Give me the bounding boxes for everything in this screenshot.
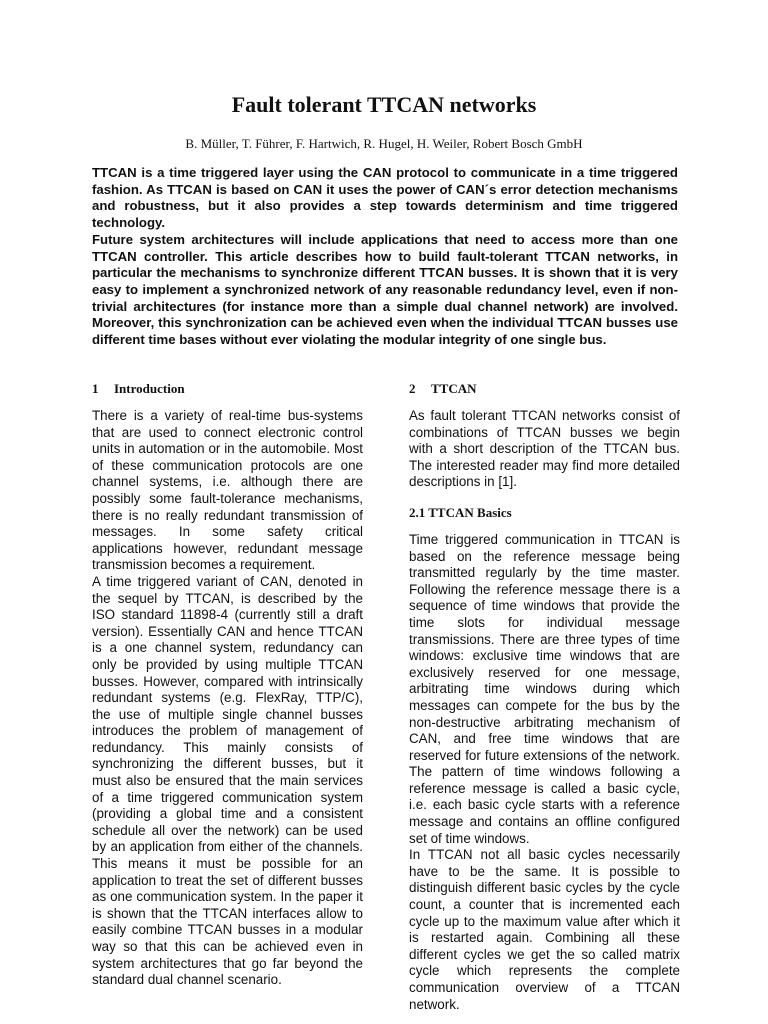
body-paragraph: There is a variety of real-time bus-systems that are used to connect electronic control units in automation or in the automobile. Most of these communication protocols are one channel systems, i.e. although there are possibly some fault-tolerance mechanisms, there is no really redundant transmission of messages. In some safety critical applications however, redundant message transmission becomes a requirement.	[92, 408, 363, 573]
paper-title: Fault tolerant TTCAN networks	[231, 92, 537, 117]
body-paragraph: As fault tolerant TTCAN networks consist of combinations of TTCAN busses we begin with a short description of the TTCAN bus. The interested reader may find more detailed descriptions in [1].	[409, 408, 680, 490]
section-heading-ttcan	[409, 381, 680, 397]
section-title: TTCAN	[431, 381, 477, 396]
right-column	[409, 377, 680, 1013]
abstract-paragraph: TTCAN is a time triggered layer using the CAN protocol to communicate in a time triggered fashion. As TTCAN is based on CAN it uses the power of CAN´s error detection mechanisms and robustness, but it also provides a step towards determinism and time triggered technology.	[92, 165, 678, 231]
body-paragraph: A time triggered variant of CAN, denoted in the sequel by TTCAN, is described by the ISO standard 11898-4 (currently still a draft version). Essentially CAN and hence TTCAN is a one channel system, redundancy can only be provided by using multiple TTCAN busses. However, compared with intrinsically redundant systems (e.g. FlexRay, TTP/C), the use of multiple single channel busses introduces the problem of management of redundancy. This mainly consists of synchronizing the different busses, but it must also be ensured that the main services of a time triggered communication system (providing a global time and a consistent schedule all over the network) can be used by an application from either of the channels. This means it must be possible for an application to treat the set of different busses as one communication system. In the paper it is shown that the TTCAN interfaces allow to easily combine TTCAN busses in a modular way so that this can be achieved even in system architectures that go far beyond the standard dual channel scenario.	[92, 573, 363, 988]
abstract-paragraph: Future system architectures will include applications that need to access more than one TTCAN controller. This article describes how to build fault-tolerant TTCAN networks, in particular the mechanisms to synchronize different TTCAN busses. It is shown that it is very easy to implement a synchronized network of any reasonable redundancy level, even if non-trivial architectures (for instance more than a simple dual channel network) are involved. Moreover, this synchronization can be achieved even when the individual TTCAN busses use different time bases without ever violating the modular integrity of one single bus.	[92, 231, 678, 348]
body-paragraph: In TTCAN not all basic cycles necessarily have to be the same. It is possible to distinguish different basic cycles by the cycle count, a counter that is incremented each cycle up to the maximum value after which it is restarted again. Combining all these different cycles we get the so called matrix cycle which represents the complete communication overview of a TTCAN network.	[409, 847, 680, 1012]
author-list: B. Müller, T. Führer, F. Hartwich, R. Hugel, H. Weiler, Robert Bosch GmbH	[185, 136, 583, 151]
section-title: Introduction	[114, 381, 185, 396]
section-number: 2	[409, 381, 416, 396]
left-column	[92, 377, 363, 989]
subsection-heading-ttcan-basics: 2.1 TTCAN Basics	[409, 504, 512, 520]
section-heading-introduction	[92, 381, 363, 397]
abstract	[92, 165, 678, 349]
section-number: 1	[92, 381, 99, 396]
body-paragraph: Time triggered communication in TTCAN is based on the reference message being transmitted regularly by the time master. Following the reference message there is a sequence of time windows that provide the time slots for individual message transmissions. There are three types of time windows: exclusive time windows that are exclusively reserved for one message, arbitrating time windows during which messages can compete for the bus by the non-destructive arbitrating mechanism of CAN, and free time windows that are reserved for future extensions of the network. The pattern of time windows following a reference message is called a basic cycle, i.e. each basic cycle starts with a reference message and contains an offline configured set of time windows.	[409, 531, 680, 846]
